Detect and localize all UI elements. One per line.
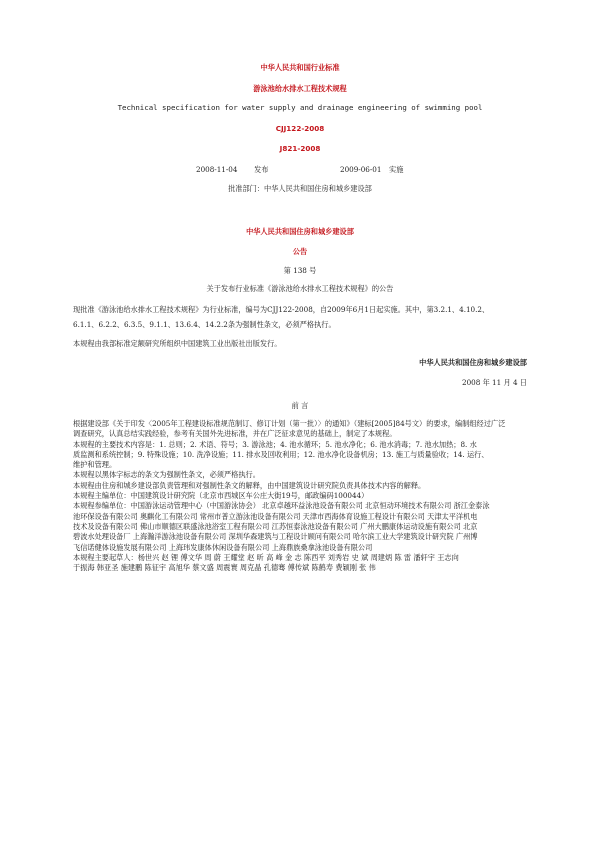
preface-line: 本规程的主要技术内容是：1. 总则；2. 术语、符号；3. 游泳池；4. 池水循环；5. 池水净化；6. 池水消毒；7. 池水加热；8. 水	[73, 439, 477, 449]
document-title-cn: 游泳池给水排水工程技术规程	[253, 84, 347, 93]
approval-authority: 批准部门：中华人民共和国住房和城乡建设部	[228, 184, 372, 193]
preface-line: 调查研究，认真总结实践经验，参考有关国外先进标准，并在广泛征求意见的基础上，制定了本规程。	[73, 429, 397, 439]
implementation-label: 实施	[389, 165, 404, 174]
issue-date: 2008-11-04	[196, 165, 238, 174]
announcement-body-line-1: 现批准《游泳池给水排水工程技术规程》为行业标准，编号为CJJ122-2008，自2009年6月1日起实施。其中，第3.2.1、4.10.2、	[73, 305, 490, 314]
implementation-date: 2009-06-01	[340, 165, 382, 174]
standard-code-j: J821-2008	[279, 144, 321, 153]
preface-heading: 前 言	[291, 401, 309, 410]
preface-line: 技术及设备有限公司 佛山市顺德区联盛泳池浴室工程有限公司 江苏恒泰泳池设备有限公司 广州大鹏康体运动设施有限公司 北京	[73, 521, 478, 531]
announcement-heading: 公告	[292, 247, 308, 256]
preface-line: 本规程主编单位：中国建筑设计研究院（北京市西城区车公庄大街19号，邮政编码100044）	[73, 491, 369, 501]
industry-standard-label: 中华人民共和国行业标准	[260, 63, 340, 72]
preface-line: 池环保设备有限公司 奥麒化工有限公司 常州市普立游泳池设备有限公司 天津市西海体育设施工程设计有限公司 天津太平洋机电	[73, 511, 478, 521]
issue-label: 发布	[254, 165, 269, 174]
preface-line: 根据建设部《关于印发〈2005年工程建设标准规范制订、修订计划（第一批）〉的通知》（建标[2005]84号文）的要求，编制组经过广泛	[73, 419, 506, 428]
announcement-body-line-2: 6.1.1、6.2.2、6.3.5、9.1.1、13.6.4、14.2.2条为强制性条文，必须严格执行。	[73, 320, 336, 329]
announcement-body-publisher: 本规程由我部标准定额研究所组织中国建筑工业出版社出版发行。	[73, 339, 282, 348]
signing-authority: 中华人民共和国住房和城乡建设部	[419, 358, 527, 367]
ministry-name: 中华人民共和国住房和城乡建设部	[246, 227, 354, 236]
preface-line: 本规程参编单位：中国游泳运动管理中心（中国游泳协会） 北京卓越环益泳池设备有限公司 北京恒动环境技术有限公司 浙江金泰泳	[73, 501, 490, 511]
standard-code-cjj: CJJ122-2008	[275, 124, 325, 133]
preface-line: 于振海 韩亚圣 施建鹏 陈征宇 高旭华 蔡文盛 周震寰 周克晶 孔德骞 傅传斌 陈鹤寿 费颖刚 张 伟	[73, 563, 376, 573]
document-title-en: Technical specification for water supply and drainage engineering of swimming pool	[117, 103, 483, 112]
signing-date: 2008 年 11 月 4 日	[462, 378, 527, 387]
preface-line: 本规程由住房和城乡建设部负责管理和对强制性条文的解释，由中国建筑设计研究院负责具体技术内容的解释。	[73, 480, 426, 490]
preface-line: 本规程主要起草人：杨世兴 赵 锂 傅文华 周 蔚 王耀堂 赵 昕 高 峰 金 志 陈西平 刘秀岩 史 斌 周建炳 陈 雷 潘轩宇 王志向	[73, 552, 459, 562]
preface-line: 质监测和系统控制；9. 特殊设施；10. 洗净设施；11. 排水及回收利用；12. 池水净化设备机房；13. 施工与质量验收；14. 运行、	[73, 449, 489, 459]
preface-line: 本规程以黑体字标志的条文为强制性条文，必须严格执行。	[73, 470, 260, 480]
preface-line: 飞信诺健体设施发展有限公司 上海玮发康体休闲设备有限公司 上海鼎族桑拿泳池设备有限公司	[73, 542, 373, 552]
announcement-number: 第 138 号	[283, 266, 317, 275]
preface-line: 维护和管理。	[73, 460, 117, 470]
announcement-subject: 关于发布行业标准《游泳池给水排水工程技术规程》的公告	[206, 284, 394, 293]
preface-line: 碧波水处理设备厂 上海瀚洋游泳池设备有限公司 深圳华森建筑与工程设计顾问有限公司 哈尔滨工业大学建筑设计研究院 广州博	[73, 532, 478, 542]
preface-body	[73, 419, 528, 573]
